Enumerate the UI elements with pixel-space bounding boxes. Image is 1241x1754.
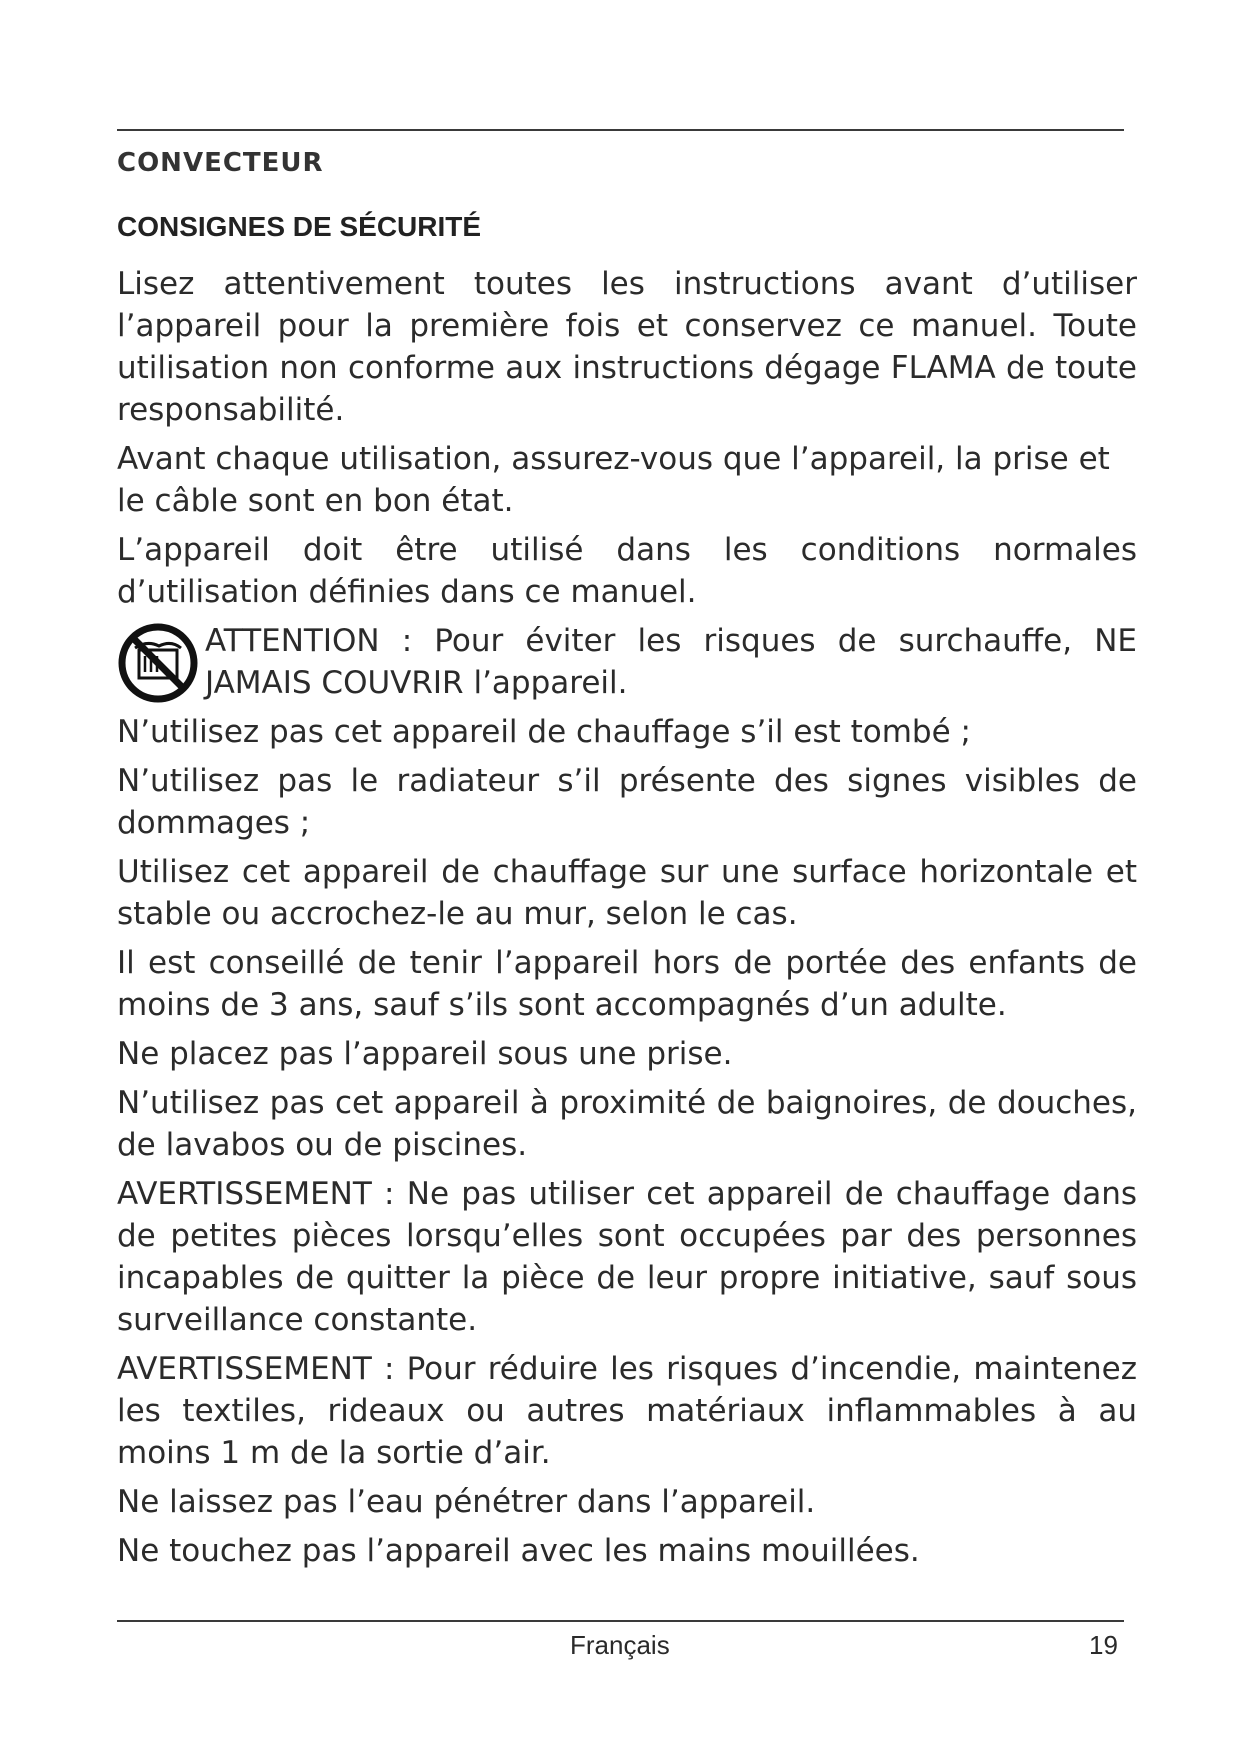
paragraph: Ne placez pas l’appareil sous une prise.	[117, 1036, 733, 1072]
paragraph: Utilisez cet appareil de chauffage sur une surface horizontale et stable ou accrochez-le au mur, selon le cas.	[117, 854, 1137, 932]
attention-text: ATTENTION : Pour éviter les risques de surchauffe, NE JAMAIS COUVRIR l’appareil.	[205, 623, 1137, 701]
section-title: CONSIGNES DE SÉCURITÉ	[117, 211, 482, 242]
instructions-body	[117, 263, 1137, 1579]
paragraph: Il est conseillé de tenir l’appareil hors de portée des enfants de moins de 3 ans, sauf s’ils sont accompagnés d’un adulte.	[117, 945, 1137, 1023]
paragraph: N’utilisez pas cet appareil à proximité de baignoires, de douches, de lavabos ou de piscines.	[117, 1085, 1137, 1163]
paragraph: L’appareil doit être utilisé dans les conditions normales d’utilisation définies dans ce manuel.	[117, 532, 1137, 610]
page-header: CONVECTEUR	[117, 148, 324, 178]
paragraph: Ne laissez pas l’eau pénétrer dans l’appareil.	[117, 1484, 816, 1520]
paragraph: Lisez attentivement toutes les instructions avant d’utiliser l’appareil pour la première fois et conservez ce manuel. Toute utilisation non conforme aux instructions dégage FLAMA de toute responsabilité.	[117, 266, 1137, 428]
footer-language: Français	[570, 1630, 670, 1660]
paragraph: AVERTISSEMENT : Pour réduire les risques d’incendie, maintenez les textiles, rideaux ou autres matériaux inflammables à au moins 1 m de la sortie d’air.	[117, 1351, 1137, 1471]
paragraph: N’utilisez pas cet appareil de chauffage s’il est tombé ;	[117, 714, 971, 750]
paragraph: AVERTISSEMENT : Ne pas utiliser cet appareil de chauffage dans de petites pièces lorsqu’elles sont occupées par des personnes incapables de quitter la pièce de leur propre initiative, sauf sous surveillance constante.	[117, 1176, 1137, 1338]
do-not-cover-icon	[117, 622, 199, 704]
paragraph: Avant chaque utilisation, assurez-vous que l’appareil, la prise et le câble sont en bon état.	[117, 441, 1110, 519]
header-divider	[117, 129, 1124, 131]
paragraph: Ne touchez pas l’appareil avec les mains mouillées.	[117, 1533, 920, 1569]
attention-notice	[117, 620, 1137, 704]
footer-divider	[117, 1620, 1124, 1622]
paragraph: N’utilisez pas le radiateur s’il présente des signes visibles de dommages ;	[117, 763, 1137, 841]
page-number: 19	[1089, 1630, 1118, 1660]
